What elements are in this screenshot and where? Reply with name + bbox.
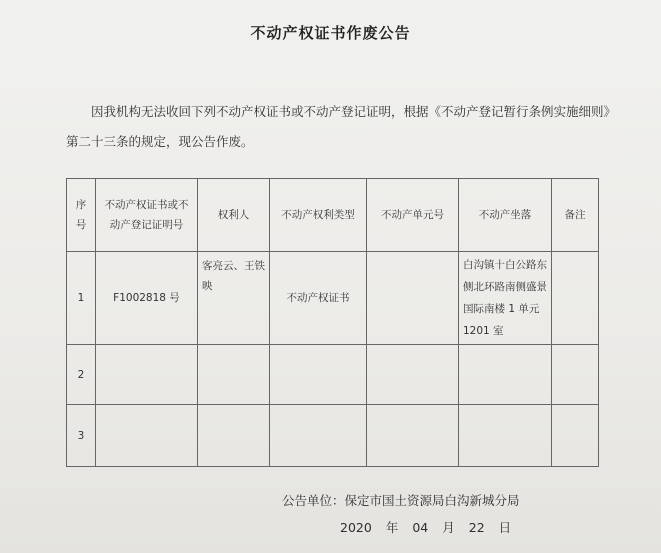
certificate-table: [66, 178, 599, 467]
date-day-label: 日: [498, 520, 512, 535]
row-cert-number: F1002818 号: [96, 252, 198, 345]
header-unit-number: 不动产单元号: [367, 179, 459, 252]
row-unit-number: [367, 345, 459, 405]
row-unit-number: [367, 252, 459, 345]
row-cert-number: [96, 405, 198, 467]
row-note: [552, 252, 599, 345]
date-year-label: 年: [385, 520, 399, 535]
date-month: 04: [412, 520, 429, 535]
row-note: [552, 405, 599, 467]
row-location: [459, 405, 552, 467]
row-index: 1: [67, 252, 96, 345]
header-note: 备注: [552, 179, 599, 252]
announcement-body: 因我机构无法收回下列不动产权证书或不动产登记证明，根据《不动产登记暂行条例实施细则》第二十三条的规定，现公告作废。: [66, 104, 617, 149]
row-holder: [198, 345, 270, 405]
row-right-type: [270, 345, 367, 405]
row-unit-number: [367, 405, 459, 467]
row-cert-number: [96, 345, 198, 405]
table-header-row: [67, 179, 599, 252]
table-row: [67, 345, 599, 405]
table-row: [67, 252, 599, 345]
date-year: 2020: [340, 520, 372, 535]
row-index: 3: [67, 405, 96, 467]
header-location: 不动产坐落: [459, 179, 552, 252]
row-location: [459, 345, 552, 405]
header-holder: 权利人: [198, 179, 270, 252]
row-right-type: 不动产权证书: [270, 252, 367, 345]
row-note: [552, 345, 599, 405]
row-location: 白沟镇十白公路东侧北环路南侧盛景国际南楼 1 单元 1201 室: [459, 252, 552, 345]
row-holder: 客亮云、王铁映: [198, 252, 270, 345]
row-index: 2: [67, 345, 96, 405]
announcement-date: [340, 518, 525, 536]
issuer-line: 公告单位：保定市国土资源局白沟新城分局: [282, 493, 520, 508]
row-right-type: [270, 405, 367, 467]
header-index: 序号: [67, 179, 96, 252]
page-title: 不动产权证书作废公告: [250, 24, 411, 42]
date-month-label: 月: [442, 520, 455, 535]
table-row: [67, 405, 599, 467]
date-day: 22: [468, 520, 485, 535]
row-holder: [198, 405, 270, 467]
header-cert-number: 不动产权证书或不动产登记证明号: [96, 179, 198, 252]
header-right-type: 不动产权利类型: [270, 179, 367, 252]
